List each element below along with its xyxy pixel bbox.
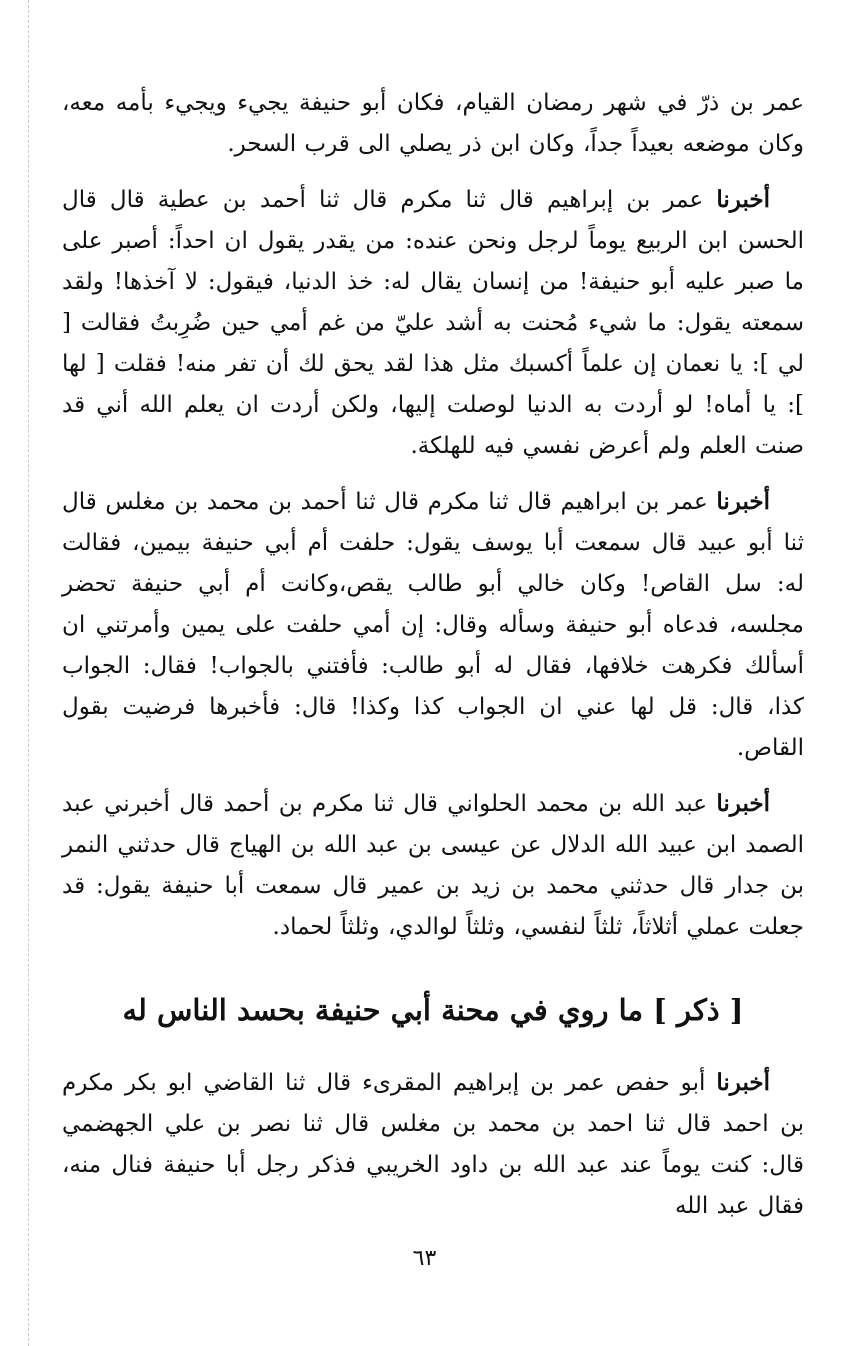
paragraph-1-text: عمر بن ذرّ في شهر رمضان القيام، فكان أبو حنيفة يجيء ويجيء بأمه معه، وكان موضعه بعيداً جداً، وكان ابن ذر يصلي الى قرب السحر.	[62, 90, 804, 157]
paragraph-5	[62, 1062, 804, 1227]
paragraph-5-text: أبو حفص عمر بن إبراهيم المقرىء قال ثنا القاضي ابو بكر مكرم بن احمد قال ثنا احمد بن محمد بن مغلس قال ثنا نصر بن علي الجهضمي قال: كنت يوماً عند عبد الله بن داود الخريبي فذكر رجل أبا حنيفة فنال منه، فقال عبد الله	[62, 1070, 804, 1219]
scan-edge-line	[28, 0, 29, 1346]
paragraph-2-lead: أخبرنا	[716, 186, 770, 213]
paragraph-2	[62, 179, 804, 467]
document-page	[62, 82, 804, 1227]
paragraph-5-lead: أخبرنا	[716, 1069, 770, 1096]
paragraph-3	[62, 481, 804, 769]
section-heading: [ ذكر ] ما روي في محنة أبي حنيفة بحسد الناس له	[122, 993, 744, 1027]
paragraph-4-lead: أخبرنا	[716, 790, 770, 817]
paragraph-4-text: عبد الله بن محمد الحلواني قال ثنا مكرم بن أحمد قال أخبرني عبد الصمد ابن عبيد الله الدلال عن عيسى بن عبد الله بن الهياج قال حدثني النمر بن جدار قال حدثني محمد بن زيد بن عمير قال سمعت أبا حنيفة يقول: قد جعلت عملي أثلاثاً، ثلثاً لنفسي، وثلثاً لوالدي، وثلثاً لحماد.	[62, 791, 804, 940]
paragraph-1	[62, 82, 804, 165]
paragraph-3-text: عمر بن ابراهيم قال ثنا مكرم قال ثنا أحمد بن محمد بن مغلس قال ثنا أبو عبيد قال سمعت أبا يوسف يقول: حلفت أم أبي حنيفة بيمين، فقالت له: سل القاص! وكان خالي أبو طالب يقص،وكانت أم أبي حنيفة تحضر مجلسه، فدعاه أبو حنيفة وسأله وقال: إن أمي حلفت على يمين وأمرتني ان أسألك فكرهت خلافها، فقال له أبو طالب: فأفتني بالجواب! فقال: الجواب كذا، قال: قل لها عني ان الجواب كذا وكذا! قال: فأخبرها فرضيت بقول القاص.	[62, 489, 804, 761]
paragraph-3-lead: أخبرنا	[716, 488, 770, 515]
paragraph-2-text: عمر بن إبراهيم قال ثنا مكرم قال ثنا أحمد بن عطية قال قال الحسن ابن الربيع يوماً لرجل ونحن عنده: من يقدر يقول ان احداً: أصبر على ما صبر عليه أبو حنيفة! من إنسان يقال له: خذ الدنيا، فيقول: لا آخذها! ولقد سمعته يقول: ما شيء مُحنت به أشد عليّ من غم أمي حين ضُرِبتُ فقالت [ لي ]: يا نعمان إن علماً أكسبك مثل هذا لقد يحق لك أن تفر منه! فقلت [ لها ]: يا أماه! لو أردت به الدنيا لوصلت إليها، ولكن أردت ان يعلم الله أني قد صنت العلم ولم أعرض نفسي فيه للهلكة.	[62, 187, 804, 459]
page-number: ٦٣	[412, 1246, 437, 1271]
paragraph-4	[62, 783, 804, 948]
